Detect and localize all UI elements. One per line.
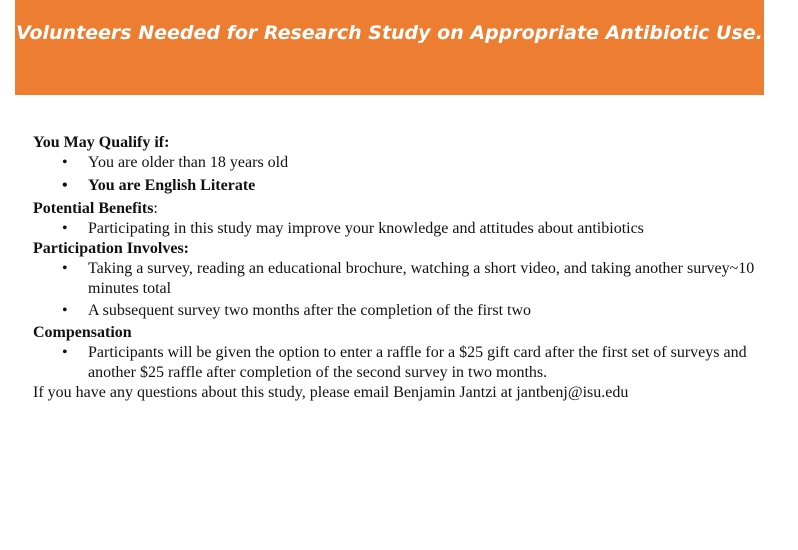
- list-item: [33, 176, 773, 196]
- compensation-item: Participants will be given the option to enter a raffle for a $25 gift card after the first set of surveys and another $25 raffle after completion of the second survey in two months.: [88, 344, 747, 381]
- list-item: [33, 153, 773, 173]
- bullet-icon: •: [62, 154, 68, 171]
- compensation-heading: Compensation: [33, 324, 132, 341]
- banner-title: Volunteers Needed for Research Study on Appropriate Antibiotic Use.: [16, 22, 763, 44]
- qualify-heading: You May Qualify if:: [33, 134, 170, 151]
- involves-heading: Participation Involves:: [33, 240, 189, 257]
- flyer-content: [33, 131, 773, 403]
- contact-text: If you have any questions about this study, please email Benjamin Jantzi at jantbenj@isu.edu: [33, 384, 629, 401]
- list-item: [33, 219, 773, 239]
- list-item: [33, 301, 773, 321]
- benefits-heading-text: Potential Benefits: [33, 200, 154, 217]
- bullet-icon: •: [62, 302, 68, 319]
- qualify-list: [33, 153, 773, 196]
- benefits-item: Participating in this study may improve your knowledge and attitudes about antibiotics: [88, 220, 644, 237]
- benefits-heading-colon: :: [153, 200, 158, 217]
- list-item: [33, 343, 773, 383]
- bullet-icon: •: [62, 177, 68, 194]
- involves-list: [33, 259, 773, 321]
- benefits-list: [33, 219, 773, 239]
- benefits-heading: [33, 199, 773, 219]
- involves-item-survey: Taking a survey, reading an educational brochure, watching a short video, and taking another survey~10 minutes total: [88, 260, 755, 297]
- compensation-list: [33, 343, 773, 383]
- qualify-item-age: You are older than 18 years old: [88, 154, 289, 171]
- list-item: [33, 259, 773, 299]
- qualify-item-english: You are English Literate: [88, 177, 256, 194]
- bullet-icon: •: [62, 260, 68, 277]
- title-banner: [15, 0, 764, 95]
- bullet-icon: •: [62, 344, 68, 361]
- involves-item-followup: A subsequent survey two months after the completion of the first two: [88, 302, 532, 319]
- bullet-icon: •: [62, 220, 68, 237]
